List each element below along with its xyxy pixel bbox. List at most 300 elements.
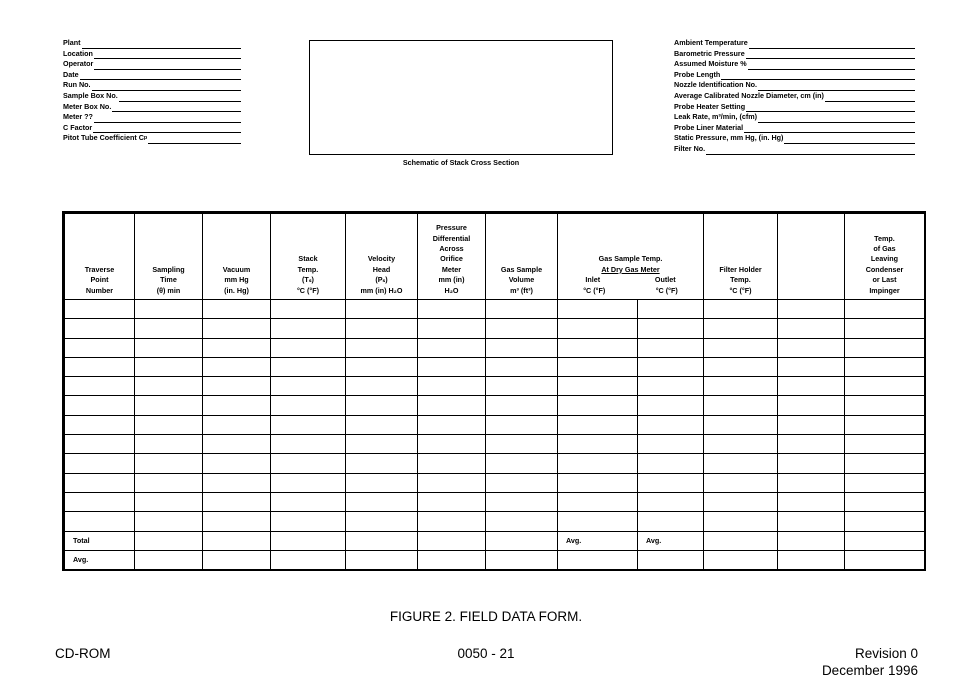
avg-cell[interactable] [558,550,638,569]
header-line: Gas Sample Temp. [598,254,663,264]
data-cell[interactable] [203,396,271,415]
field-label: Meter Box No. [63,101,112,111]
blank-line[interactable] [744,125,915,133]
blank-line[interactable] [94,51,241,59]
field-label: Pitot Tube Coefficient C [63,133,144,143]
avg-cell[interactable] [418,550,486,569]
data-cell[interactable] [486,473,558,492]
revision-label: Revision 0 [854,646,918,661]
data-cell[interactable] [704,300,778,319]
data-cell[interactable] [135,415,203,434]
data-cell[interactable] [558,338,638,357]
header-vacuum [203,214,271,300]
footer-revision [822,646,918,679]
data-cell[interactable] [704,377,778,396]
total-cell[interactable] [418,531,486,550]
header-outlet: Outlet [654,275,676,285]
data-cell[interactable] [346,338,418,357]
data-cell[interactable] [845,319,925,338]
header-gas-sample-temp [558,214,704,300]
data-cell[interactable] [65,377,135,396]
field-row [674,49,915,60]
data-cell[interactable] [418,454,486,473]
revision-date: December 1996 [821,662,918,678]
data-cell[interactable] [558,435,638,454]
header-line: Stack [298,254,318,264]
total-cell[interactable] [346,531,418,550]
field-label: Assumed Moisture % [674,59,747,69]
total-label: Total [65,531,135,550]
data-cell[interactable] [65,300,135,319]
data-cell[interactable] [845,357,925,376]
data-cell[interactable] [845,512,925,531]
table-row [65,319,925,338]
data-cell[interactable] [346,357,418,376]
data-cell[interactable] [778,492,845,511]
header-line: Meter [441,264,462,274]
data-cell[interactable] [558,415,638,434]
field-row [63,133,241,144]
blank-line[interactable] [758,115,915,123]
data-cell[interactable] [845,396,925,415]
data-cell[interactable] [271,512,346,531]
data-cell[interactable] [418,377,486,396]
blank-line[interactable] [784,136,915,144]
data-cell[interactable] [845,338,925,357]
field-label: Meter ?? [63,112,93,122]
data-cell[interactable] [638,357,704,376]
data-cell[interactable] [346,512,418,531]
data-cell[interactable] [346,396,418,415]
data-cell[interactable] [486,435,558,454]
data-cell[interactable] [65,473,135,492]
data-cell[interactable] [778,473,845,492]
data-cell[interactable] [135,435,203,454]
data-cell[interactable] [704,415,778,434]
field-row [63,59,241,70]
field-row [674,102,915,113]
cp-subscript: p [143,135,148,142]
data-cell[interactable] [558,357,638,376]
header-line: At Dry Gas Meter [601,264,660,274]
data-cell[interactable] [271,435,346,454]
data-cell[interactable] [271,415,346,434]
data-cell[interactable] [271,319,346,338]
data-cell[interactable] [271,454,346,473]
data-cell[interactable] [778,512,845,531]
data-cell[interactable] [704,396,778,415]
data-cell[interactable] [704,473,778,492]
blank-line[interactable] [82,41,241,49]
data-cell[interactable] [486,338,558,357]
data-cell[interactable] [418,492,486,511]
header-line: Temp. [874,233,895,243]
gas-sub-units [558,286,703,296]
data-cell[interactable] [418,512,486,531]
data-cell[interactable] [558,319,638,338]
data-cell[interactable] [638,377,704,396]
data-cell[interactable] [346,319,418,338]
data-cell[interactable] [346,435,418,454]
data-cell[interactable] [486,512,558,531]
header-line: Number [85,285,114,295]
data-cell[interactable] [65,338,135,357]
data-cell[interactable] [135,338,203,357]
table-row [65,377,925,396]
field-row [674,144,915,155]
header-line: Impinger [869,285,900,295]
data-cell[interactable] [638,512,704,531]
data-cell[interactable] [486,415,558,434]
data-grid [64,213,925,570]
data-cell[interactable] [346,415,418,434]
blank-line[interactable] [93,125,241,133]
avg-cell[interactable] [778,550,845,569]
header-line: of Gas [873,243,896,253]
blank-line[interactable] [746,104,915,112]
gas-sub-headers [558,275,703,285]
figure-caption: FIGURE 2. FIELD DATA FORM. [389,609,583,624]
header-line: Velocity [367,254,396,264]
data-cell[interactable] [65,415,135,434]
blank-line[interactable] [748,62,915,70]
field-row [63,112,241,123]
header-line: (Tₛ) [302,275,314,285]
table-row [65,357,925,376]
data-cell[interactable] [704,338,778,357]
header-line: (Pₛ) [375,275,388,285]
data-cell[interactable] [135,512,203,531]
header-line: Gas Sample [500,264,543,274]
data-cell[interactable] [203,512,271,531]
field-label: C Factor [63,122,93,132]
avg-cell[interactable] [486,550,558,569]
field-row [674,38,915,49]
data-cell[interactable] [486,319,558,338]
field-row [674,70,915,81]
data-cell[interactable] [418,473,486,492]
field-row [674,123,915,134]
inlet-avg-label[interactable]: Avg. [558,531,638,550]
data-cell[interactable] [704,492,778,511]
data-cell[interactable] [418,435,486,454]
header-line: Across [439,243,464,253]
data-cell[interactable] [704,454,778,473]
data-cell[interactable] [486,454,558,473]
field-label: Static Pressure, mm Hg, (in. Hg) [674,133,784,143]
data-cell[interactable] [271,396,346,415]
field-row [63,102,241,113]
data-cell[interactable] [845,492,925,511]
data-cell[interactable] [778,338,845,357]
data-cell[interactable] [135,319,203,338]
total-cell[interactable] [704,531,778,550]
avg-cell[interactable] [346,550,418,569]
data-cell[interactable] [778,319,845,338]
data-cell[interactable] [704,357,778,376]
data-cell[interactable] [271,300,346,319]
header-line: Temp. [297,264,319,274]
data-cell[interactable] [486,377,558,396]
header-fields-left [63,38,241,144]
data-cell[interactable] [558,512,638,531]
total-cell[interactable] [845,531,925,550]
data-cell[interactable] [203,473,271,492]
data-cell[interactable] [346,454,418,473]
data-cell[interactable] [418,338,486,357]
data-cell[interactable] [638,492,704,511]
data-cell[interactable] [203,357,271,376]
header-line: mm (in) [438,275,465,285]
field-data-table [62,211,926,571]
data-cell[interactable] [638,473,704,492]
data-cell[interactable] [486,492,558,511]
data-cell[interactable] [135,492,203,511]
header-stack [271,214,346,300]
table-row [65,396,925,415]
data-cell[interactable] [203,300,271,319]
total-cell[interactable] [778,531,845,550]
total-row [65,531,925,550]
field-label: Filter No. [674,143,706,153]
data-cell[interactable] [778,396,845,415]
data-cell[interactable] [845,415,925,434]
data-cell[interactable] [418,357,486,376]
header-line: Sampling [152,264,185,274]
header-fields-right [674,38,915,155]
header-filter [704,214,778,300]
data-cell[interactable] [65,319,135,338]
field-label: Ambient Temperature [674,38,748,47]
field-label: Location [63,48,93,58]
data-cell[interactable] [704,319,778,338]
header-line: Pressure [436,223,467,233]
data-cell[interactable] [65,512,135,531]
field-label: Average Calibrated Nozzle Diameter, cm (in) [674,90,824,100]
table-row [65,435,925,454]
data-cell[interactable] [704,512,778,531]
blank-line[interactable] [706,147,915,155]
data-cell[interactable] [135,357,203,376]
data-cell[interactable] [778,415,845,434]
avg-cell[interactable] [203,550,271,569]
field-row [63,38,241,49]
field-label: Leak Rate, m³/min, (cfm) [674,112,758,122]
header-line: Filter Holder [719,264,762,274]
data-cell[interactable] [271,492,346,511]
table-row [65,300,925,319]
page-number: 0050 - 21 [457,646,515,661]
field-label: Probe Liner Material [674,122,744,132]
avg-cell[interactable] [845,550,925,569]
header-line: or Last [872,275,897,285]
data-cell[interactable] [486,396,558,415]
data-cell[interactable] [845,454,925,473]
stack-schematic-box [309,40,613,155]
field-row [674,80,915,91]
header-line: m³ (ft³) [510,285,533,295]
blank-line[interactable] [746,51,915,59]
avg-label: Avg. [65,550,135,569]
data-cell[interactable] [135,454,203,473]
header-inlet-unit: °C (°F) [583,285,606,295]
field-label: Plant [63,38,81,47]
table-row [65,454,925,473]
blank-line[interactable] [825,94,915,102]
table-row [65,473,925,492]
data-cell[interactable] [271,377,346,396]
data-cell[interactable] [418,319,486,338]
header-line: Traverse [84,264,115,274]
data-cell[interactable] [704,435,778,454]
data-cell[interactable] [346,492,418,511]
blank-line[interactable] [92,83,241,91]
blank-line[interactable] [94,62,241,70]
data-cell[interactable] [271,338,346,357]
blank-line[interactable] [94,115,241,123]
data-cell[interactable] [778,377,845,396]
avg-cell[interactable] [704,550,778,569]
field-row [674,59,915,70]
data-cell[interactable] [778,454,845,473]
header-traverse [65,214,135,300]
data-cell[interactable] [346,377,418,396]
table-row [65,415,925,434]
data-cell[interactable] [203,377,271,396]
data-cell[interactable] [558,377,638,396]
data-cell[interactable] [203,415,271,434]
data-cell[interactable] [65,492,135,511]
data-cell[interactable] [203,492,271,511]
schematic-caption: Schematic of Stack Cross Section [402,158,520,167]
data-cell[interactable] [558,492,638,511]
data-cell[interactable] [271,473,346,492]
header-line: (θ) min [156,285,181,295]
field-label: Probe Heater Setting [674,101,746,111]
data-cell[interactable] [486,357,558,376]
field-label: Barometric Pressure [674,48,745,58]
blank-line[interactable] [80,72,241,80]
data-cell[interactable] [638,300,704,319]
data-cell[interactable] [638,435,704,454]
blank-line[interactable] [112,104,241,112]
header-line: Volume [508,275,535,285]
header-line: mm (in) H₂O [360,285,403,295]
data-cell[interactable] [203,454,271,473]
header-row [65,214,925,300]
data-cell[interactable] [845,473,925,492]
field-label: Date [63,69,79,79]
header-line: °C (°F) [729,285,752,295]
blank-line[interactable] [119,94,241,102]
data-cell[interactable] [638,338,704,357]
data-cell[interactable] [638,454,704,473]
header-sampling [135,214,203,300]
data-cell[interactable] [558,300,638,319]
data-cell[interactable] [778,435,845,454]
header-line: Point [90,275,109,285]
header-line: °C (°F) [296,285,320,295]
data-cell[interactable] [203,319,271,338]
data-cell[interactable] [638,319,704,338]
header-line: Head [372,264,391,274]
avg-cell[interactable] [638,550,704,569]
data-cell[interactable] [558,454,638,473]
data-cell[interactable] [65,357,135,376]
data-cell[interactable] [135,396,203,415]
total-cell[interactable] [486,531,558,550]
data-cell[interactable] [778,300,845,319]
field-row [63,91,241,102]
outlet-avg-label[interactable]: Avg. [638,531,704,550]
blank-line[interactable] [749,41,915,49]
data-cell[interactable] [638,396,704,415]
data-cell[interactable] [778,357,845,376]
data-cell[interactable] [271,357,346,376]
data-cell[interactable] [65,435,135,454]
data-cell[interactable] [638,415,704,434]
header-line: Differential [432,233,471,243]
header-line: Orifice [440,254,463,264]
data-cell[interactable] [558,473,638,492]
header-gas-volume [486,214,558,300]
table-row [65,512,925,531]
data-cell[interactable] [346,300,418,319]
data-cell[interactable] [65,454,135,473]
data-cell[interactable] [135,300,203,319]
blank-line[interactable] [148,136,241,144]
data-cell[interactable] [65,396,135,415]
total-cell[interactable] [203,531,271,550]
data-cell[interactable] [418,415,486,434]
data-cell[interactable] [135,377,203,396]
data-cell[interactable] [203,435,271,454]
header-line: Condenser [865,264,904,274]
header-line: Leaving [870,254,899,264]
header-condenser [845,214,925,300]
data-cell[interactable] [486,300,558,319]
header-line: mm Hg [224,275,249,285]
blank-line[interactable] [721,72,915,80]
field-row [674,112,915,123]
avg-cell[interactable] [271,550,346,569]
header-line: Temp. [730,275,751,285]
field-row [63,49,241,60]
data-cell[interactable] [203,338,271,357]
data-cell[interactable] [135,473,203,492]
avg-cell[interactable] [135,550,203,569]
data-cell[interactable] [418,396,486,415]
avg-row [65,550,925,569]
total-cell[interactable] [271,531,346,550]
header-velocity [346,214,418,300]
data-cell[interactable] [845,377,925,396]
header-outlet-unit: °C (°F) [655,285,678,295]
data-cell[interactable] [845,435,925,454]
data-cell[interactable] [346,473,418,492]
data-cell[interactable] [418,300,486,319]
blank-line[interactable] [758,83,915,91]
footer-left: CD-ROM [55,646,111,661]
total-cell[interactable] [135,531,203,550]
data-cell[interactable] [845,300,925,319]
data-cell[interactable] [558,396,638,415]
field-label: Nozzle Identification No. [674,80,758,90]
header-blank [778,214,845,300]
header-pressure [418,214,486,300]
header-line: Vacuum [222,264,251,274]
field-row [63,80,241,91]
